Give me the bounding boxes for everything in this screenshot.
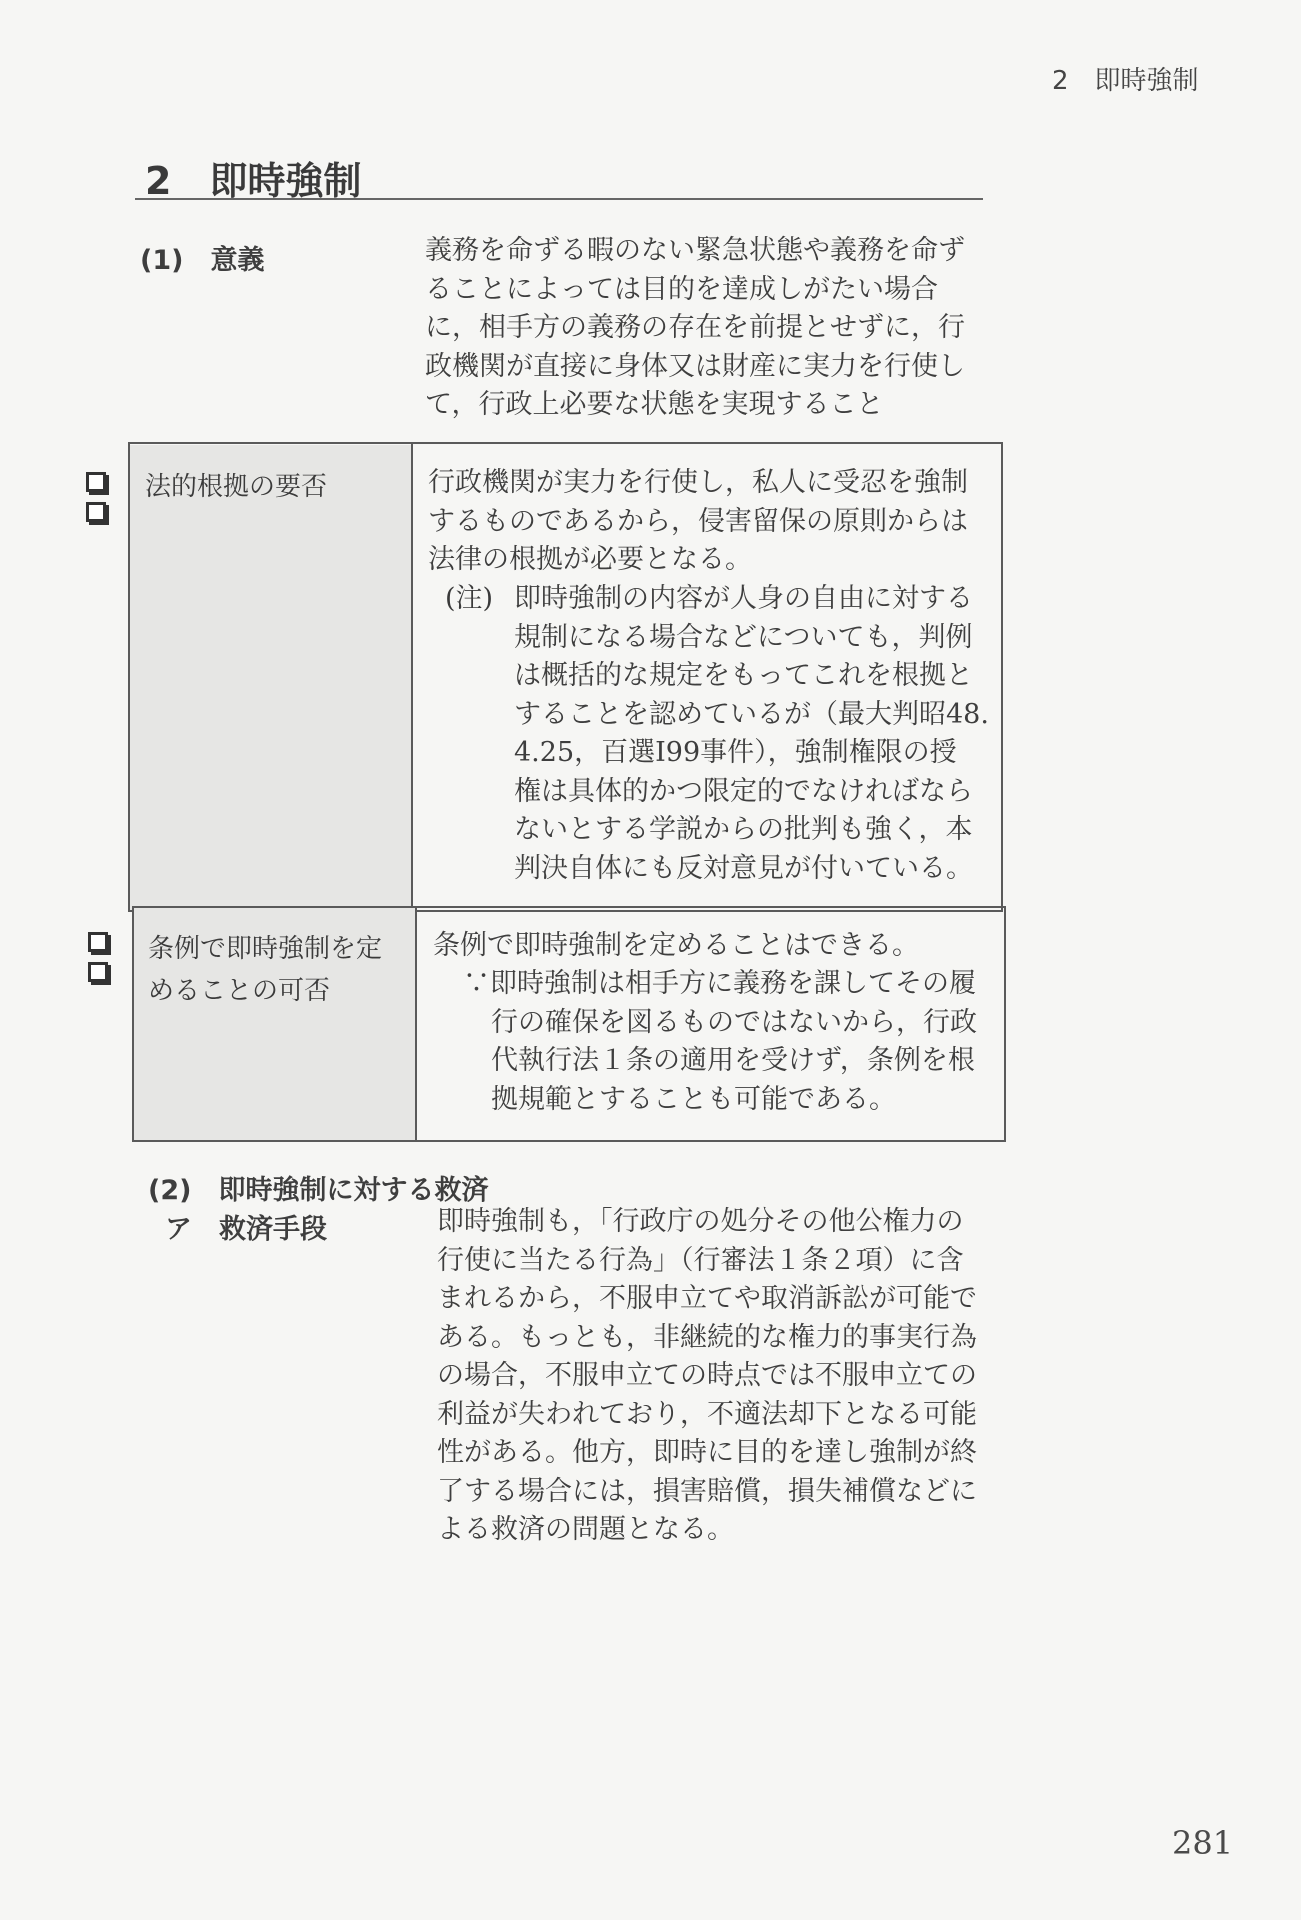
s2-line: 了する場合には，損害賠償，損失補償などに	[437, 1475, 977, 1507]
s2-line: 性がある。他方，即時に目的を達し強制が終	[437, 1437, 977, 1468]
s2-content	[437, 1203, 977, 1550]
s1-line: 義務を命ずる暇のない緊急状態や義務を命ず	[425, 235, 965, 266]
table2-label	[148, 928, 382, 1012]
table1-content	[428, 464, 968, 580]
review-checkbox-1a[interactable]	[86, 472, 106, 492]
s2-line: まれるから，不服申立てや取消訴訟が可能で	[437, 1283, 977, 1314]
table2-label-line: めることの可否	[148, 976, 331, 1006]
page-number: 281	[1172, 1824, 1234, 1862]
note-line: 4.25，百選Ⅰ99事件），強制権限の授	[514, 737, 957, 768]
s2-line: ある。もっとも，非継続的な権力的事実行為	[437, 1321, 977, 1353]
s1-line: 政機関が直接に身体又は財産に実力を行使し	[425, 350, 965, 382]
section-title: 2 即時強制	[145, 159, 362, 203]
note-line: することを認めているが（最大判昭48.	[514, 698, 989, 730]
review-checkbox-2b[interactable]	[88, 962, 108, 982]
note-line: 規制になる場合などについても，判例	[514, 621, 973, 653]
table2-line1: 条例で即時強制を定めることはできる。	[433, 930, 919, 961]
reason-line: 拠規範とすることも可能である。	[491, 1083, 896, 1115]
s1-definition	[425, 232, 965, 425]
reason-line: ∵即時強制は相手方に義務を課してその履	[463, 968, 976, 999]
s2-line: 即時強制も，「行政庁の処分その他公権力の	[437, 1206, 964, 1237]
running-head: 2 即時強制	[1052, 66, 1199, 96]
table1-note-marker: (注)	[445, 583, 494, 614]
note-line: 即時強制の内容が人身の自由に対する	[514, 583, 973, 614]
s1-line: て，行政上必要な状態を実現すること	[425, 389, 884, 420]
s2-line: 利益が失われており，不適法却下となる可能	[437, 1398, 977, 1430]
review-checkbox-2a[interactable]	[88, 932, 108, 952]
review-checkbox-1b[interactable]	[86, 502, 106, 522]
table1-line: 行政機関が実力を行使し，私人に受忍を強制	[428, 467, 968, 498]
s2-line: の場合，不服申立ての時点では不服申立ての	[437, 1360, 977, 1391]
table1-label: 法的根拠の要否	[145, 472, 328, 502]
table1-line: 法律の根拠が必要となる。	[428, 544, 752, 575]
section-title-rule	[135, 198, 983, 200]
table2-label-line: 条例で即時強制を定	[148, 934, 383, 964]
s1-line: に，相手方の義務の存在を前提とせずに，行	[425, 312, 965, 343]
s2-heading: (2) 即時強制に対する救済	[148, 1175, 489, 1206]
note-line: は概括的な規定をもってこれを根拠と	[514, 660, 973, 691]
s1-heading: (1) 意義	[140, 245, 265, 276]
note-line: ないとする学説からの批判も強く，本	[514, 814, 973, 845]
note-line: 判決自体にも反対意見が付いている。	[514, 852, 973, 884]
table1-divider	[411, 442, 413, 912]
table2-divider	[415, 906, 417, 1142]
reason-line: 行の確保を図るものではないから，行政	[491, 1006, 977, 1038]
reason-line: 代執行法１条の適用を受けず，条例を根	[491, 1045, 975, 1076]
s1-line: ることによっては目的を達成しがたい場合	[425, 273, 938, 305]
table1-line: するものであるから，侵害留保の原則からは	[428, 505, 968, 537]
s2-sub-heading: ア 救済手段	[165, 1214, 327, 1245]
table2-reason	[463, 965, 977, 1119]
s2-line: よる救済の問題となる。	[437, 1514, 734, 1545]
s2-line: 行使に当たる行為」（行審法１条２項）に含	[437, 1244, 964, 1276]
note-line: 権は具体的かつ限定的でなければなら	[514, 775, 973, 807]
table1-note	[514, 580, 989, 888]
